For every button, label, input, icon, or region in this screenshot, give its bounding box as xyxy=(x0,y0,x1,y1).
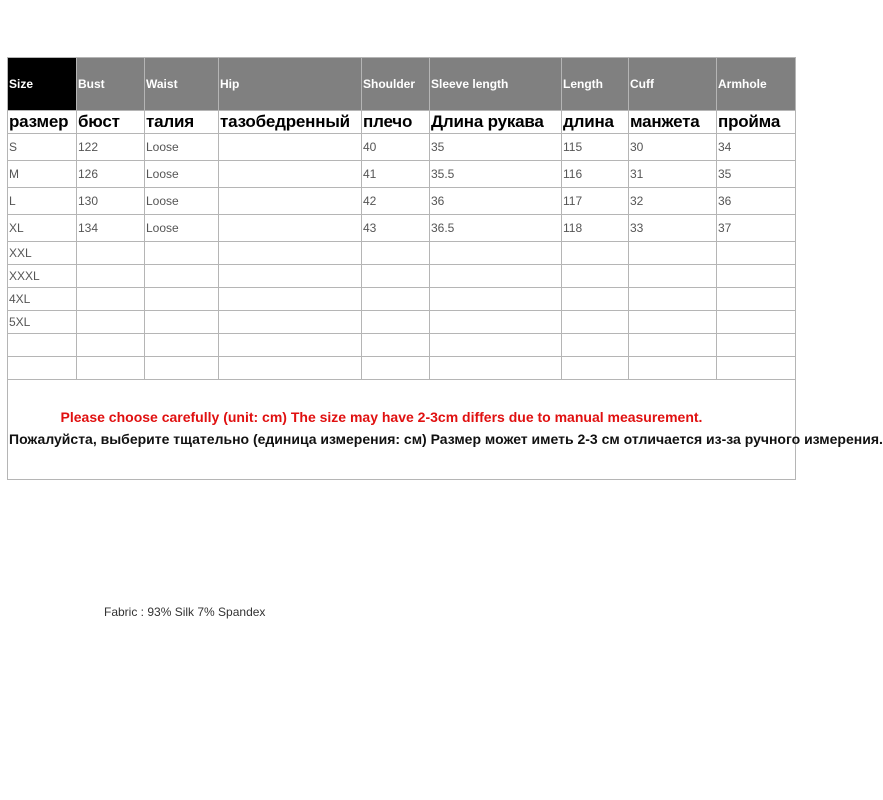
size-chart-table xyxy=(7,57,883,480)
cell-length xyxy=(562,265,629,288)
cell-shoulder xyxy=(362,288,430,311)
table-row xyxy=(8,161,796,188)
cell-size xyxy=(8,357,77,380)
cell-waist xyxy=(145,334,219,357)
cell-length xyxy=(562,288,629,311)
table-row xyxy=(8,134,796,161)
header-cuff: Cuff xyxy=(629,58,717,111)
header-length: Length xyxy=(562,58,629,111)
cell-cuff: 30 xyxy=(629,134,717,161)
cell-armhole: 35 xyxy=(717,161,796,188)
cell-waist xyxy=(145,288,219,311)
cell-bust: 122 xyxy=(77,134,145,161)
header-row-ru xyxy=(8,111,796,134)
cell-bust xyxy=(77,334,145,357)
cell-shoulder: 43 xyxy=(362,215,430,242)
cell-armhole: 34 xyxy=(717,134,796,161)
cell-length xyxy=(562,242,629,265)
table-row xyxy=(8,242,796,265)
cell-length: 117 xyxy=(562,188,629,215)
cell-armhole xyxy=(717,288,796,311)
cell-sleeve-length: 36 xyxy=(430,188,562,215)
table-row xyxy=(8,288,796,311)
cell-sleeve-length: 35.5 xyxy=(430,161,562,188)
cell-sleeve-length: 35 xyxy=(430,134,562,161)
header-armhole: Armhole xyxy=(717,58,796,111)
note-russian: Пожалуйста, выберите тщательно (единица измерения: см) Размер может иметь 2-3 см отличается из-за ручного измерения. xyxy=(9,431,883,447)
cell-hip xyxy=(219,265,362,288)
table-row xyxy=(8,334,796,357)
header-bust: Bust xyxy=(77,58,145,111)
header-ru-length: длина xyxy=(562,111,629,134)
cell-size: M xyxy=(8,161,77,188)
header-ru-waist: талия xyxy=(145,111,219,134)
cell-hip xyxy=(219,188,362,215)
table-row xyxy=(8,357,796,380)
cell-sleeve-length xyxy=(430,288,562,311)
cell-sleeve-length: 36.5 xyxy=(430,215,562,242)
cell-waist xyxy=(145,242,219,265)
cell-armhole xyxy=(717,357,796,380)
header-waist: Waist xyxy=(145,58,219,111)
cell-length xyxy=(562,334,629,357)
cell-bust xyxy=(77,357,145,380)
cell-shoulder xyxy=(362,334,430,357)
fabric-composition: Fabric : 93% Silk 7% Spandex xyxy=(104,605,266,619)
cell-shoulder xyxy=(362,357,430,380)
cell-waist: Loose xyxy=(145,188,219,215)
cell-cuff xyxy=(629,288,717,311)
cell-hip xyxy=(219,357,362,380)
cell-bust xyxy=(77,242,145,265)
cell-shoulder: 42 xyxy=(362,188,430,215)
cell-size: XXXL xyxy=(8,265,77,288)
cell-cuff xyxy=(629,334,717,357)
cell-size: L xyxy=(8,188,77,215)
cell-cuff: 31 xyxy=(629,161,717,188)
cell-armhole: 37 xyxy=(717,215,796,242)
cell-shoulder xyxy=(362,242,430,265)
header-ru-armhole: пройма xyxy=(717,111,796,134)
cell-cuff xyxy=(629,357,717,380)
cell-shoulder xyxy=(362,311,430,334)
header-ru-sleeve-length: Длина рукава xyxy=(430,111,562,134)
cell-hip xyxy=(219,161,362,188)
header-ru-size: размер xyxy=(8,111,77,134)
cell-length xyxy=(562,311,629,334)
note-cell xyxy=(8,380,883,480)
cell-bust: 126 xyxy=(77,161,145,188)
cell-bust xyxy=(77,311,145,334)
cell-size: 5XL xyxy=(8,311,77,334)
cell-hip xyxy=(219,311,362,334)
cell-shoulder: 41 xyxy=(362,161,430,188)
cell-bust xyxy=(77,265,145,288)
table-row xyxy=(8,188,796,215)
header-ru-bust: бюст xyxy=(77,111,145,134)
cell-hip xyxy=(219,334,362,357)
cell-sleeve-length xyxy=(430,265,562,288)
table-row xyxy=(8,311,796,334)
cell-length: 115 xyxy=(562,134,629,161)
note-english: Please choose carefully (unit: cm) The size may have 2-3cm differs due to manual measurement. xyxy=(60,409,703,425)
header-hip: Hip xyxy=(219,58,362,111)
cell-bust: 130 xyxy=(77,188,145,215)
header-size: Size xyxy=(8,58,77,111)
cell-waist: Loose xyxy=(145,134,219,161)
cell-armhole xyxy=(717,242,796,265)
header-sleeve-length: Sleeve length xyxy=(430,58,562,111)
cell-waist: Loose xyxy=(145,161,219,188)
cell-sleeve-length xyxy=(430,334,562,357)
cell-cuff: 33 xyxy=(629,215,717,242)
cell-sleeve-length xyxy=(430,311,562,334)
cell-length: 118 xyxy=(562,215,629,242)
cell-waist xyxy=(145,311,219,334)
cell-armhole xyxy=(717,265,796,288)
cell-cuff xyxy=(629,311,717,334)
cell-waist xyxy=(145,265,219,288)
cell-size: XXL xyxy=(8,242,77,265)
cell-cuff xyxy=(629,242,717,265)
cell-sleeve-length xyxy=(430,357,562,380)
note-row xyxy=(8,380,796,480)
cell-hip xyxy=(219,288,362,311)
cell-size: S xyxy=(8,134,77,161)
cell-hip xyxy=(219,215,362,242)
header-ru-cuff: манжета xyxy=(629,111,717,134)
cell-armhole: 36 xyxy=(717,188,796,215)
cell-armhole xyxy=(717,334,796,357)
cell-bust: 134 xyxy=(77,215,145,242)
header-row-en xyxy=(8,58,796,111)
table-row xyxy=(8,265,796,288)
cell-sleeve-length xyxy=(430,242,562,265)
cell-length: 116 xyxy=(562,161,629,188)
cell-shoulder: 40 xyxy=(362,134,430,161)
cell-hip xyxy=(219,242,362,265)
cell-size: XL xyxy=(8,215,77,242)
header-shoulder: Shoulder xyxy=(362,58,430,111)
header-ru-shoulder: плечо xyxy=(362,111,430,134)
cell-hip xyxy=(219,134,362,161)
cell-cuff: 32 xyxy=(629,188,717,215)
cell-shoulder xyxy=(362,265,430,288)
cell-cuff xyxy=(629,265,717,288)
table-row xyxy=(8,215,796,242)
cell-length xyxy=(562,357,629,380)
cell-size: 4XL xyxy=(8,288,77,311)
cell-bust xyxy=(77,288,145,311)
cell-waist: Loose xyxy=(145,215,219,242)
cell-armhole xyxy=(717,311,796,334)
header-ru-hip: тазобедренный xyxy=(219,111,362,134)
cell-size xyxy=(8,334,77,357)
cell-waist xyxy=(145,357,219,380)
